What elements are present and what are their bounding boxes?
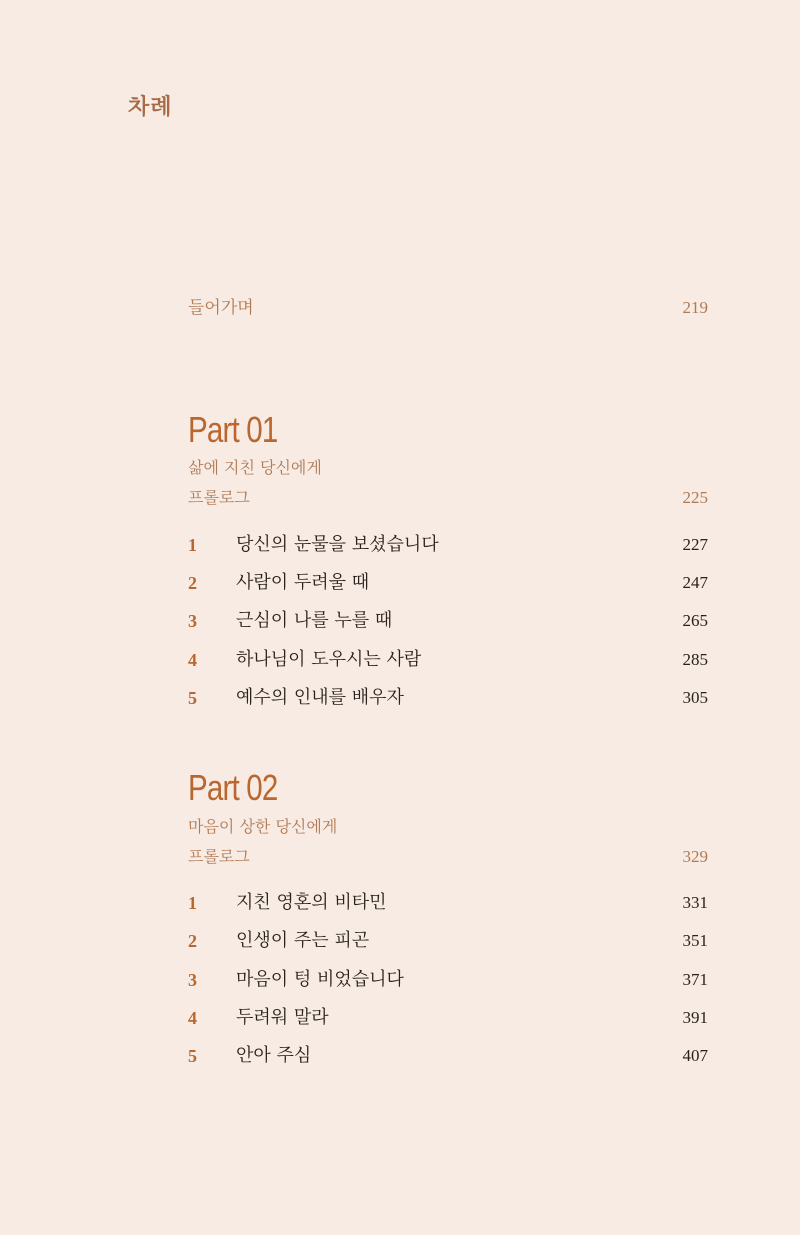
toc-entry-chapter[interactable] bbox=[188, 928, 708, 954]
toc-entry-label: 프롤로그 bbox=[188, 847, 250, 866]
chapter-number: 2 bbox=[188, 931, 197, 951]
toc-entry-chapter[interactable] bbox=[188, 890, 708, 916]
chapter-page: 351 bbox=[682, 931, 708, 950]
toc-entry-chapter[interactable] bbox=[188, 532, 708, 558]
part-subtitle: 삶에 지친 당신에게 bbox=[188, 458, 322, 477]
chapter-number: 3 bbox=[188, 970, 197, 990]
chapter-page: 391 bbox=[682, 1008, 708, 1027]
chapter-number: 5 bbox=[188, 688, 197, 708]
toc-entry-chapter[interactable] bbox=[188, 1005, 708, 1031]
chapter-page: 305 bbox=[682, 688, 708, 707]
toc-entry-intro[interactable] bbox=[188, 295, 708, 321]
chapter-title: 당신의 눈물을 보셨습니다 bbox=[236, 534, 439, 555]
chapter-title: 마음이 텅 비었습니다 bbox=[236, 969, 404, 990]
chapter-number: 1 bbox=[188, 535, 197, 555]
chapter-page: 407 bbox=[682, 1046, 708, 1065]
page-title: 차례 bbox=[128, 94, 173, 120]
chapter-title: 지친 영혼의 비타민 bbox=[236, 892, 387, 913]
chapter-title: 인생이 주는 피곤 bbox=[236, 930, 370, 951]
toc-entry-chapter[interactable] bbox=[188, 1043, 708, 1069]
toc-entry-chapter[interactable] bbox=[188, 967, 708, 993]
toc-entry-label: 들어가며 bbox=[188, 298, 254, 318]
chapter-number: 3 bbox=[188, 611, 197, 631]
toc-entry-chapter[interactable] bbox=[188, 685, 708, 711]
chapter-title: 두려워 말라 bbox=[236, 1007, 329, 1028]
toc-entry-chapter[interactable] bbox=[188, 647, 708, 673]
toc-entry-prologue[interactable] bbox=[188, 485, 708, 511]
chapter-title: 안아 주심 bbox=[236, 1045, 312, 1066]
chapter-title: 사람이 두려울 때 bbox=[236, 572, 370, 593]
chapter-page: 265 bbox=[682, 611, 708, 630]
chapter-title: 근심이 나를 누를 때 bbox=[236, 610, 393, 631]
chapter-page: 227 bbox=[682, 535, 708, 554]
toc-entry-chapter[interactable] bbox=[188, 608, 708, 634]
part-subtitle: 마음이 상한 당신에게 bbox=[188, 817, 338, 836]
chapter-title: 예수의 인내를 배우자 bbox=[236, 687, 404, 708]
toc-entry-page: 219 bbox=[682, 298, 708, 317]
chapter-page: 371 bbox=[682, 970, 708, 989]
chapter-number: 4 bbox=[188, 1008, 197, 1028]
chapter-number: 1 bbox=[188, 893, 197, 913]
chapter-page: 285 bbox=[682, 650, 708, 669]
chapter-page: 247 bbox=[682, 573, 708, 592]
toc-entry-chapter[interactable] bbox=[188, 570, 708, 596]
chapter-page: 331 bbox=[682, 893, 708, 912]
chapter-number: 5 bbox=[188, 1046, 197, 1066]
chapter-number: 2 bbox=[188, 573, 197, 593]
chapter-number: 4 bbox=[188, 650, 197, 670]
toc-entry-label: 프롤로그 bbox=[188, 488, 250, 507]
chapter-title: 하나님이 도우시는 사람 bbox=[236, 649, 422, 670]
toc-entry-page: 225 bbox=[682, 488, 708, 507]
toc-entry-prologue[interactable] bbox=[188, 844, 708, 870]
part-heading: Part 01 bbox=[188, 409, 278, 450]
toc-entry-page: 329 bbox=[682, 847, 708, 866]
part-heading: Part 02 bbox=[188, 767, 278, 808]
